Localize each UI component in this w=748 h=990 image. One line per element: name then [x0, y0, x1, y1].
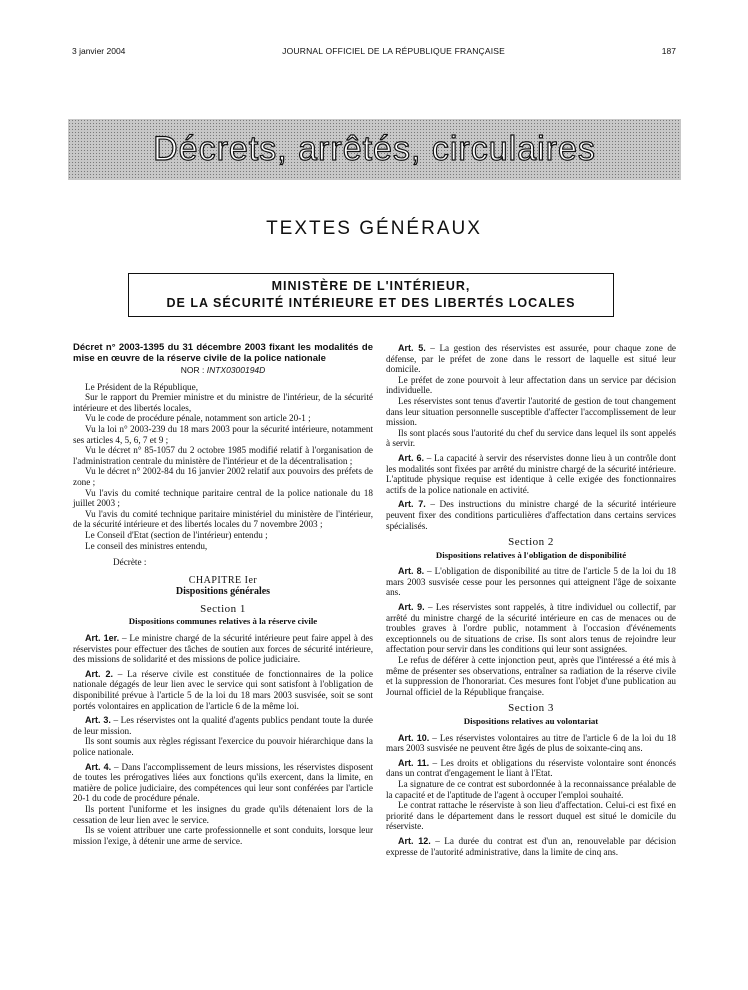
- article-paragraph: [386, 499, 676, 531]
- visa-line: Le Conseil d'Etat (section de l'intérieur) entendu ;: [85, 529, 268, 540]
- section-1-title: Dispositions communes relatives à la réserve civile: [128, 616, 318, 627]
- article-paragraph: [73, 669, 373, 711]
- article-paragraph: [386, 566, 676, 598]
- right-articles-a: [386, 343, 676, 531]
- visa-line: Vu l'avis du comité technique paritaire ministériel du ministère de l'intérieur, de la sécurité intérieure et des libertés locales du 7 novembre 2003 ;: [73, 508, 373, 530]
- left-column: [73, 343, 373, 846]
- chapter-title: Dispositions générales: [175, 586, 271, 598]
- left-articles: [73, 633, 373, 846]
- ministry-line-1: MINISTÈRE DE L'INTÉRIEUR,: [271, 279, 471, 293]
- article-label: Art. 2.: [85, 668, 113, 679]
- nor-label: NOR :: [180, 365, 205, 375]
- article-text: – L'obligation de disponibilité au titre de l'article 5 de la loi du 18 mars 2003 susvisée cesse pour les personnes qui atteignent l'âge de soixante ans.: [386, 566, 676, 598]
- article-label: Art. 3.: [85, 715, 111, 726]
- article-paragraph: [386, 758, 676, 779]
- right-articles-c: [386, 733, 676, 858]
- article-text: – Le ministre chargé de la sécurité intérieure peut faire appel à des réservistes pour effectuer des tâches de soutien aux forces de sécurité intérieure, des missions de solidarité et des missions de police judiciaire.: [73, 633, 373, 665]
- visa-line: Vu le code de procédure pénale, notamment son article 20-1 ;: [85, 413, 311, 424]
- section-1-heading: Section 1: [200, 602, 246, 615]
- header-date: 3 janvier 2004: [72, 46, 126, 56]
- article-text: – Des instructions du ministre chargé de la sécurité intérieure peuvent fixer des conditions particulières d'affectation dans certains services spécialisés.: [386, 499, 676, 531]
- article-text: – La gestion des réservistes est assurée, pour chaque zone de défense, par le préfet de zone dans le ressort de laquelle est situé leur domicile.: [386, 343, 676, 375]
- decrete-line: Décrète :: [113, 557, 147, 568]
- article-text: – Les réservistes sont rappelés, à titre individuel ou collectif, par arrêté du ministre chargé de la sécurité intérieure en cas de menaces ou de troubles graves à l'ordre public, notamment à l'occasion d'événements exceptionnels ou de situations de crise. Ils sont alors tenus de rejoindre leur affectation pour servir dans les conditions qui leur sont assignées.: [386, 602, 676, 655]
- visa-line: Sur le rapport du Premier ministre et du ministre de l'intérieur, de la sécurité intérieure et des libertés locales,: [73, 392, 373, 413]
- visa-line: Vu l'avis du comité technique paritaire central de la police nationale du 18 juillet 2003 ;: [73, 487, 373, 509]
- nor-reference: [73, 365, 373, 376]
- header-journal-title: JOURNAL OFFICIEL DE LA RÉPUBLIQUE FRANÇAISE: [282, 46, 506, 56]
- visa-line: Vu la loi n° 2003-239 du 18 mars 2003 pour la sécurité intérieure, notamment ses articles 4, 5, 6, 7 et 9 ;: [73, 423, 373, 445]
- ministry-box: [128, 273, 614, 317]
- visa-line: Le Président de la République,: [85, 381, 199, 392]
- article-label: Art. 4.: [85, 761, 112, 772]
- article-paragraph: [386, 453, 676, 495]
- header-page-number: 187: [661, 46, 676, 56]
- visa-line: Vu le décret n° 2002-84 du 16 janvier 2002 relatif aux pouvoirs des préfets de zone ;: [73, 466, 373, 487]
- right-articles-b: [386, 566, 676, 697]
- visa-line: Vu le décret n° 85-1057 du 2 octobre 1985 modifié relatif à l'organisation de l'administration centrale du ministère de l'intérieur et de la décentralisation ;: [73, 445, 373, 466]
- article-paragraph: [73, 633, 373, 665]
- general-texts-title: TEXTES GÉNÉRAUX: [266, 218, 482, 239]
- article-label: Art. 9.: [398, 602, 425, 613]
- article-text: – Les droits et obligations du réserviste volontaire sont énoncés dans un contrat d'engagement le liant à l'Etat.: [386, 757, 677, 779]
- article-label: Art. 6.: [398, 452, 424, 463]
- decree-title: Décret n° 2003-1395 du 31 décembre 2003 fixant les modalités de mise en œuvre de la réserve civile de la police nationale: [73, 342, 373, 364]
- article-label: Art. 5.: [398, 343, 426, 353]
- article-label: Art. 11.: [398, 757, 430, 768]
- article-extra-paragraph: Le contrat rattache le réserviste à son lieu d'affectation. Celui-ci est fixé en priorité dans le département dans le ressort duquel est situé le domicile du réserviste.: [386, 800, 676, 832]
- article-text: – La capacité à servir des réservistes donne lieu à un contrôle dont les modalités sont fixées par arrêté du ministre chargé de la sécurité intérieure. L'aptitude physique requise est identique à celle exigée des fonctionnaires actifs de la police nationale en activité.: [386, 452, 676, 495]
- article-label: Art. 12.: [398, 835, 431, 846]
- article-label: Art. 1er.: [85, 633, 120, 644]
- visas-list: [73, 382, 373, 552]
- article-paragraph: [386, 836, 676, 857]
- article-paragraph: [73, 715, 373, 736]
- article-text: – Dans l'accomplissement de leurs missions, les réservistes disposent de toutes les prérogatives liées aux fonctions qu'ils exercent, dans la limite, en matière de police judiciaire, des compétences qui leur sont conférées par l'article 20-1 du code de procédure pénale.: [73, 761, 373, 804]
- article-label: Art. 10.: [398, 732, 430, 743]
- article-extra-paragraph: La signature de ce contrat est subordonnée à la reconnaissance préalable de la capacité et de l'aptitude de l'agent à occuper l'emploi souhaité.: [386, 778, 676, 800]
- ministry-line-2: DE LA SÉCURITÉ INTÉRIEURE ET DES LIBERTÉS LOCALES: [166, 296, 576, 310]
- article-text: – La durée du contrat est d'un an, renouvelable par décision expresse de l'autorité administrative, dans la limite de cinq ans.: [386, 835, 676, 857]
- chapter-heading: CHAPITRE Ier: [188, 574, 258, 586]
- article-extra-paragraph: Le préfet de zone pourvoit à leur affectation dans un service par décision individuelle.: [386, 374, 676, 396]
- article-text: – Les réservistes volontaires au titre de l'article 6 de la loi du 18 mars 2003 susvisée ne peuvent être âgés de plus de soixante-cinq ans.: [386, 732, 676, 754]
- section-2-title: Dispositions relatives à l'obligation de disponibilité: [435, 549, 627, 560]
- article-extra-paragraph: Les réservistes sont tenus d'avertir l'autorité de gestion de tout changement dans leur situation personnelle susceptible d'affecter l'accomplissement de leur mission.: [386, 395, 676, 428]
- article-text: – Les réservistes ont la qualité d'agents publics pendant toute la durée de leur mission.: [73, 715, 373, 736]
- section-2-heading: Section 2: [508, 536, 554, 549]
- nor-value: INTX0300194D: [206, 365, 266, 375]
- article-extra-paragraph: Ils sont soumis aux règles régissant l'exercice du pouvoir hiérarchique dans la police nationale.: [73, 736, 373, 757]
- section-banner: [68, 119, 681, 180]
- banner-title: Décrets, arrêtés, circulaires: [153, 130, 596, 168]
- article-extra-paragraph: Ils portent l'uniforme et les insignes du grade qu'ils détenaient lors de la cessation de leur lien avec le service.: [73, 803, 373, 825]
- section-3-title: Dispositions relatives au volontariat: [463, 716, 599, 726]
- article-paragraph: [386, 602, 676, 655]
- right-column: [386, 343, 676, 857]
- article-paragraph: [386, 343, 676, 375]
- article-extra-paragraph: Ils se voient attribuer une carte professionnelle et sont conduits, lorsque leur mission l'exige, à détenir une arme de service.: [73, 825, 373, 846]
- article-label: Art. 8.: [398, 566, 425, 577]
- article-extra-paragraph: Le refus de déférer à cette injonction peut, après que l'intéressé a été mis à même de présenter ses observations, entraîner sa radiation de la réserve civile et la suppression de l'honorariat. Ces mesures font l'objet d'une publication au Journal officiel de la République française.: [386, 655, 676, 697]
- visa-line: Le conseil des ministres entendu,: [85, 540, 208, 551]
- article-label: Art. 7.: [398, 499, 426, 510]
- page-header: [72, 46, 676, 56]
- article-paragraph: [73, 762, 373, 804]
- article-text: – La réserve civile est constituée de fonctionnaires de la police nationale dégagés de leur lien avec le service qui sont satisfont à l'obligation de disponibilité prévue à l'article 5 de la loi du 18 mars 2003 susvisée, soit se sont portés volontaires en application de l'article 6 de la même loi.: [73, 668, 373, 711]
- section-3-heading: Section 3: [508, 702, 554, 715]
- article-paragraph: [386, 733, 676, 754]
- article-extra-paragraph: Ils sont placés sous l'autorité du chef du service dans lequel ils sont appelés à servir.: [386, 427, 676, 449]
